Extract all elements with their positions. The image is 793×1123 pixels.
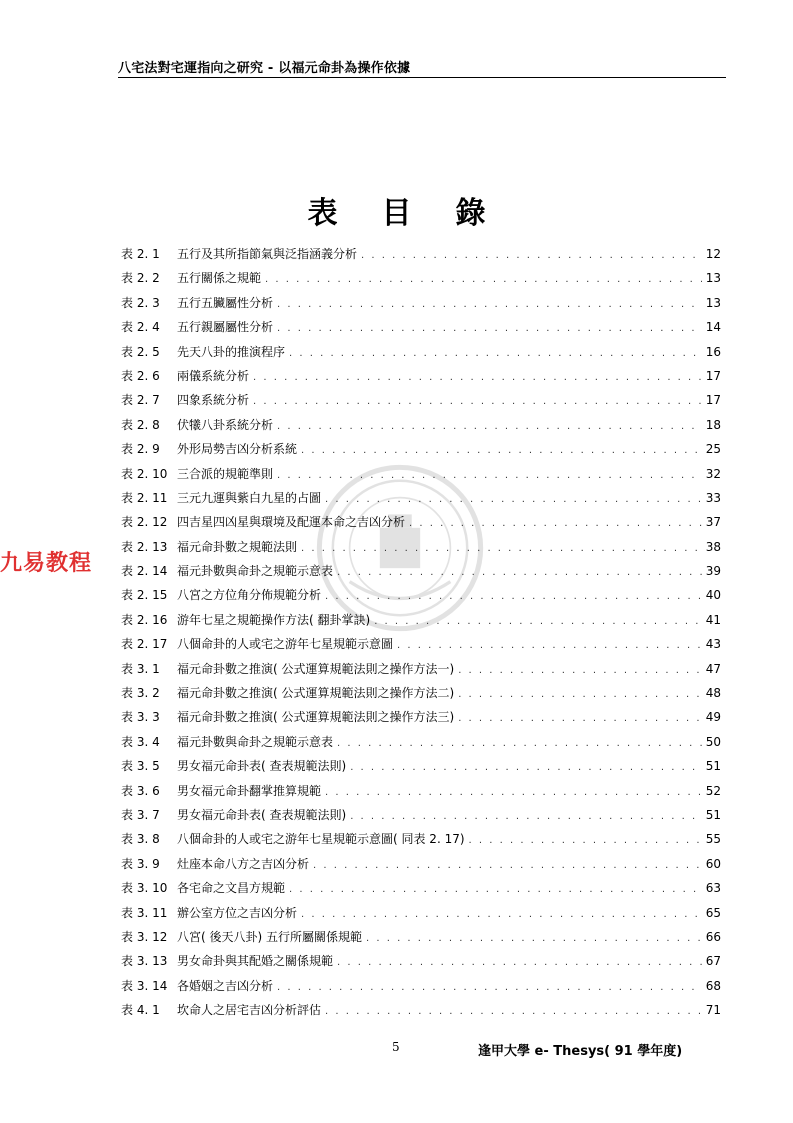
toc-entry[interactable]	[121, 318, 721, 342]
toc-leader-dots	[253, 372, 702, 383]
page-number: 5	[392, 1040, 400, 1054]
toc-entry-page: 71	[705, 1003, 721, 1018]
toc-entry[interactable]	[121, 489, 721, 513]
toc-leader-dots	[277, 470, 702, 481]
toc-entry-page: 47	[705, 661, 721, 676]
toc-entry[interactable]	[121, 855, 721, 879]
toc-entry-page: 14	[705, 320, 721, 335]
toc-entry-number: 表 2. 3	[121, 295, 160, 310]
toc-entry-title: 福元卦數與命卦之規範示意表	[177, 564, 334, 579]
toc-entry-title: 灶座本命八方之吉凶分析	[177, 856, 310, 871]
toc-entry-page: 65	[705, 905, 721, 920]
toc-entry-title: 外形局勢吉凶分析系統	[177, 442, 298, 457]
toc-entry-page: 67	[705, 954, 721, 969]
toc-entry-title: 八個命卦的人或宅之游年七星規範示意圖( 同表 2. 17)	[177, 832, 465, 847]
running-header: 八宅法對宅運指向之研究 - 以福元命卦為操作依據	[118, 61, 411, 76]
toc-entry-number: 表 3. 1	[121, 661, 160, 676]
toc-leader-dots	[277, 982, 702, 993]
toc-entry-number: 表 2. 6	[121, 368, 160, 383]
header-divider	[118, 77, 726, 78]
toc-entry-number: 表 4. 1	[121, 1003, 160, 1018]
toc-entry-page: 63	[705, 881, 721, 896]
toc-entry-page: 13	[705, 271, 721, 286]
toc-entry-number: 表 3. 7	[121, 807, 160, 822]
toc-entry[interactable]	[121, 684, 721, 708]
toc-entry-title: 坎命人之居宅吉凶分析評估	[177, 1003, 322, 1018]
toc-entry-title: 八個命卦的人或宅之游年七星規範示意圖	[177, 637, 394, 652]
toc-entry-number: 表 2. 15	[121, 588, 168, 603]
toc-entry[interactable]	[121, 952, 721, 976]
toc-leader-dots	[458, 665, 702, 676]
toc-entry-number: 表 3. 12	[121, 929, 168, 944]
toc-leader-dots	[289, 348, 702, 359]
toc-entry-number: 表 3. 14	[121, 978, 168, 993]
toc-entry-page: 17	[705, 393, 721, 408]
toc-entry-title: 四吉星四凶星與環境及配運本命之吉凶分析	[177, 515, 406, 530]
toc-entry-page: 66	[705, 929, 721, 944]
toc-leader-dots	[277, 323, 702, 334]
toc-entry-number: 表 3. 2	[121, 686, 160, 701]
toc-entry-page: 51	[705, 807, 721, 822]
toc-entry-number: 表 3. 9	[121, 856, 160, 871]
toc-entry-title: 五行親屬屬性分析	[177, 320, 274, 335]
toc-entry-page: 33	[705, 490, 721, 505]
toc-entry-page: 38	[705, 539, 721, 554]
toc-entry[interactable]	[121, 733, 721, 757]
toc-entry-number: 表 3. 5	[121, 759, 160, 774]
toc-entry-page: 43	[705, 637, 721, 652]
toc-entry-page: 16	[705, 344, 721, 359]
toc-entry-title: 三元九運與紫白九星的占圖	[177, 490, 322, 505]
toc-entry-page: 41	[705, 612, 721, 627]
toc-entry-title: 福元命卦數之推演( 公式運算規範法則之操作方法一)	[177, 661, 455, 676]
toc-entry-page: 55	[705, 832, 721, 847]
toc-leader-dots	[301, 445, 702, 456]
toc-leader-dots	[253, 396, 702, 407]
footer-university: 逢甲大學 e- Thesys( 91 學年度)	[478, 1044, 683, 1059]
toc-entry-title: 男女福元命卦表( 查表規範法則)	[177, 759, 347, 774]
toc-leader-dots	[397, 640, 702, 651]
toc-entry[interactable]	[121, 465, 721, 489]
toc-leader-dots	[337, 957, 702, 968]
toc-entry[interactable]	[121, 269, 721, 293]
toc-entry-title: 八宮之方位角分佈規範分析	[177, 588, 322, 603]
toc-entry-title: 福元命卦數之規範法則	[177, 539, 298, 554]
toc-entry[interactable]	[121, 367, 721, 391]
toc-entry-number: 表 3. 8	[121, 832, 160, 847]
toc-entry[interactable]	[121, 782, 721, 806]
toc-entry-title: 八宮( 後天八卦) 五行所屬關係規範	[177, 929, 362, 944]
toc-entry-number: 表 3. 3	[121, 710, 160, 725]
toc-entry-number: 表 2. 16	[121, 612, 168, 627]
toc-entry[interactable]	[121, 586, 721, 610]
toc-entry-number: 表 3. 11	[121, 905, 168, 920]
toc-entry[interactable]	[121, 611, 721, 635]
toc-leader-dots	[469, 835, 702, 846]
toc-entry-title: 各婚姻之吉凶分析	[177, 978, 274, 993]
toc-entry-number: 表 2. 11	[121, 490, 168, 505]
toc-entry-title: 福元卦數與命卦之規範示意表	[177, 734, 334, 749]
toc-entry-title: 五行關係之規範	[177, 271, 262, 286]
table-of-contents	[121, 245, 721, 1026]
toc-entry[interactable]	[121, 977, 721, 1001]
toc-leader-dots	[361, 250, 702, 261]
toc-entry-page: 51	[705, 759, 721, 774]
toc-leader-dots	[277, 421, 702, 432]
toc-entry-page: 17	[705, 368, 721, 383]
toc-leader-dots	[458, 713, 702, 724]
toc-leader-dots	[350, 762, 702, 773]
toc-entry-title: 福元命卦數之推演( 公式運算規範法則之操作方法二)	[177, 686, 455, 701]
toc-entry-number: 表 2. 14	[121, 564, 168, 579]
toc-leader-dots	[325, 591, 702, 602]
toc-entry-title: 五行五臟屬性分析	[177, 295, 274, 310]
toc-entry[interactable]	[121, 538, 721, 562]
toc-entry-title: 男女福元命卦翻掌推算規範	[177, 783, 322, 798]
toc-leader-dots	[265, 274, 702, 285]
toc-entry[interactable]	[121, 416, 721, 440]
toc-entry-number: 表 3. 13	[121, 954, 168, 969]
toc-leader-dots	[409, 518, 702, 529]
toc-entry-page: 50	[705, 734, 721, 749]
toc-entry-title: 游年七星之規範操作方法( 翻卦掌訣)	[177, 612, 371, 627]
toc-entry-number: 表 2. 2	[121, 271, 160, 286]
toc-entry[interactable]	[121, 708, 721, 732]
toc-entry-title: 兩儀系統分析	[177, 368, 250, 383]
toc-entry[interactable]	[121, 1001, 721, 1025]
toc-leader-dots	[289, 884, 702, 895]
toc-entry-page: 18	[705, 417, 721, 432]
toc-entry[interactable]	[121, 343, 721, 367]
page-title: 表目錄	[307, 196, 530, 231]
toc-entry-title: 男女命卦與其配婚之關係規範	[177, 954, 334, 969]
toc-entry-number: 表 2. 8	[121, 417, 160, 432]
toc-entry[interactable]	[121, 879, 721, 903]
toc-entry-page: 37	[705, 515, 721, 530]
toc-entry[interactable]	[121, 660, 721, 684]
toc-entry[interactable]	[121, 513, 721, 537]
toc-leader-dots	[366, 933, 702, 944]
toc-entry[interactable]	[121, 391, 721, 415]
toc-leader-dots	[325, 1006, 702, 1017]
toc-leader-dots	[374, 616, 702, 627]
toc-entry-title: 三合派的規範準則	[177, 466, 274, 481]
toc-entry[interactable]	[121, 562, 721, 586]
toc-entry[interactable]	[121, 294, 721, 318]
toc-entry[interactable]	[121, 904, 721, 928]
toc-entry-page: 48	[705, 686, 721, 701]
toc-leader-dots	[301, 543, 702, 554]
toc-entry-page: 60	[705, 856, 721, 871]
toc-entry-title: 四象系統分析	[177, 393, 250, 408]
toc-entry-page: 49	[705, 710, 721, 725]
toc-entry-page: 52	[705, 783, 721, 798]
toc-entry-page: 39	[705, 564, 721, 579]
toc-leader-dots	[313, 860, 702, 871]
toc-entry-page: 25	[705, 442, 721, 457]
toc-entry-page: 32	[705, 466, 721, 481]
toc-entry-number: 表 2. 1	[121, 247, 160, 261]
toc-leader-dots	[301, 909, 702, 920]
toc-entry-number: 表 2. 17	[121, 637, 168, 652]
toc-entry-number: 表 2. 4	[121, 320, 160, 335]
toc-entry[interactable]	[121, 928, 721, 952]
toc-leader-dots	[337, 738, 702, 749]
toc-entry-page: 13	[705, 295, 721, 310]
toc-entry-number: 表 2. 7	[121, 393, 160, 408]
toc-entry-number: 表 2. 10	[121, 466, 168, 481]
toc-entry-title: 辦公室方位之吉凶分析	[177, 905, 298, 920]
site-watermark-label: 九易教程	[0, 551, 93, 576]
toc-entry[interactable]	[121, 245, 721, 269]
toc-entry-number: 表 2. 9	[121, 442, 160, 457]
toc-entry-number: 表 3. 6	[121, 783, 160, 798]
toc-entry[interactable]	[121, 440, 721, 464]
toc-entry-title: 五行及其所指節氣與泛指涵義分析	[177, 247, 358, 261]
toc-entry[interactable]	[121, 635, 721, 659]
toc-entry-number: 表 2. 5	[121, 344, 160, 359]
toc-entry[interactable]	[121, 830, 721, 854]
toc-leader-dots	[277, 299, 702, 310]
toc-entry[interactable]	[121, 757, 721, 781]
toc-entry[interactable]	[121, 806, 721, 830]
toc-entry-title: 伏犧八卦系統分析	[177, 417, 274, 432]
toc-leader-dots	[458, 689, 702, 700]
toc-entry-number: 表 2. 12	[121, 515, 168, 530]
toc-entry-number: 表 3. 4	[121, 734, 160, 749]
toc-entry-title: 先天八卦的推演程序	[177, 344, 286, 359]
toc-entry-page: 40	[705, 588, 721, 603]
toc-entry-number: 表 2. 13	[121, 539, 168, 554]
toc-entry-title: 各宅命之文昌方規範	[177, 881, 286, 896]
toc-entry-page: 12	[705, 247, 721, 261]
toc-leader-dots	[337, 567, 702, 578]
toc-entry-title: 男女福元命卦表( 查表規範法則)	[177, 807, 347, 822]
toc-entry-number: 表 3. 10	[121, 881, 168, 896]
toc-entry-title: 福元命卦數之推演( 公式運算規範法則之操作方法三)	[177, 710, 455, 725]
toc-entry-page: 68	[705, 978, 721, 993]
toc-leader-dots	[350, 811, 702, 822]
toc-leader-dots	[325, 787, 702, 798]
toc-leader-dots	[325, 494, 702, 505]
